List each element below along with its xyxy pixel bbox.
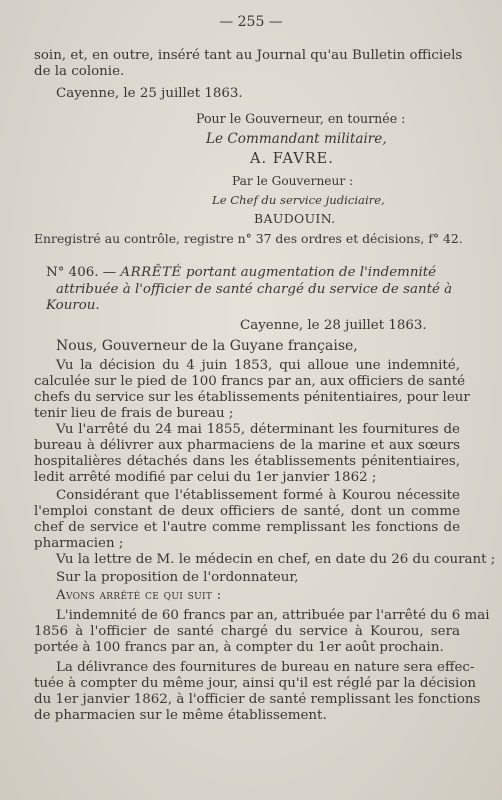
body-line: bureau à délivrer aux pharmaciens de la marine et aux sœurs (34, 438, 460, 453)
signature-line: Par le Gouverneur : (232, 174, 354, 188)
arrete-number: N° 406. — (46, 265, 117, 280)
body-line: hospitalières détachés dans les établissements pénitentiaires, (34, 454, 460, 469)
body-line: calculée sur le pied de 100 francs par an, aux officiers de santé (34, 374, 466, 389)
signature-name: A. FAVRE. (250, 151, 334, 167)
signature-name: BAUDOUIN. (254, 211, 336, 226)
body-line: Vu la décision du 4 juin 1853, qui alloue une indemnité, (56, 358, 460, 373)
signature-line: Pour le Gouverneur, en tournée : (196, 111, 406, 126)
body-line: Vu l'arrêté du 24 mai 1855, déterminant les fournitures de (56, 422, 460, 437)
body-line: Sur la proposition de l'ordonnateur, (56, 570, 299, 585)
date-line: Cayenne, le 25 juillet 1863. (56, 86, 243, 101)
body-line: l'emploi constant de deux officiers de santé, dont un comme (34, 504, 460, 519)
registration-line: Enregistré au contrôle, registre n° 37 des ordres et décisions, f° 42. (34, 231, 463, 246)
body-line: ledit arrêté modifié par celui du 1er janvier 1862 ; (34, 470, 377, 485)
signature-title: Le Chef du service judiciaire, (212, 193, 385, 207)
body-line: Nous, Gouverneur de la Guyane française, (56, 338, 358, 354)
body-line: Avons arrêté ce qui suit : (56, 588, 222, 603)
arrete-title-line: Kourou. (46, 298, 100, 313)
body-line: La délivrance des fournitures de bureau en nature sera effec- (56, 660, 475, 675)
arrete-date: Cayenne, le 28 juillet 1863. (240, 318, 427, 333)
body-line: L'indemnité de 60 francs par an, attribuée par l'arrêté du 6 mai (56, 608, 490, 623)
body-line: pharmacien ; (34, 536, 124, 551)
body-line: tenir lieu de frais de bureau ; (34, 406, 234, 421)
body-line: Vu la lettre de M. le médecin en chef, en date du 26 du courant ; (56, 552, 496, 567)
body-line: du 1er janvier 1862, à l'officier de santé remplissant les fonctions (34, 692, 481, 707)
body-line: chef de service et l'autre comme remplissant les fonctions de (34, 520, 460, 535)
arrete-caps: ARRÊTÉ (120, 265, 182, 280)
body-line: 1856 à l'officier de santé chargé du service à Kourou, sera (34, 624, 460, 639)
body-line: tuée à compter du même jour, ainsi qu'il est réglé par la décision (34, 676, 477, 691)
arrete-title-line (46, 265, 456, 281)
arrete-title-line: attribuée à l'officier de santé chargé du service de santé à (56, 282, 453, 297)
body-line: Considérant que l'établissement formé à Kourou nécessite (56, 488, 460, 503)
page-number: — 255 — (219, 14, 283, 30)
text-line: soin, et, en outre, inséré tant au Journal qu'au Bulletin officiels (34, 48, 463, 63)
text-line: de la colonie. (34, 64, 125, 79)
signature-title: Le Commandant militaire, (206, 131, 387, 147)
body-line: portée à 100 francs par an, à compter du 1er août prochain. (34, 640, 444, 655)
arrete-title: portant augmentation de l'indemnité (186, 265, 437, 280)
body-line: chefs du service sur les établissements pénitentiaires, pour leur (34, 390, 470, 405)
body-line: de pharmacien sur le même établissement. (34, 708, 327, 723)
